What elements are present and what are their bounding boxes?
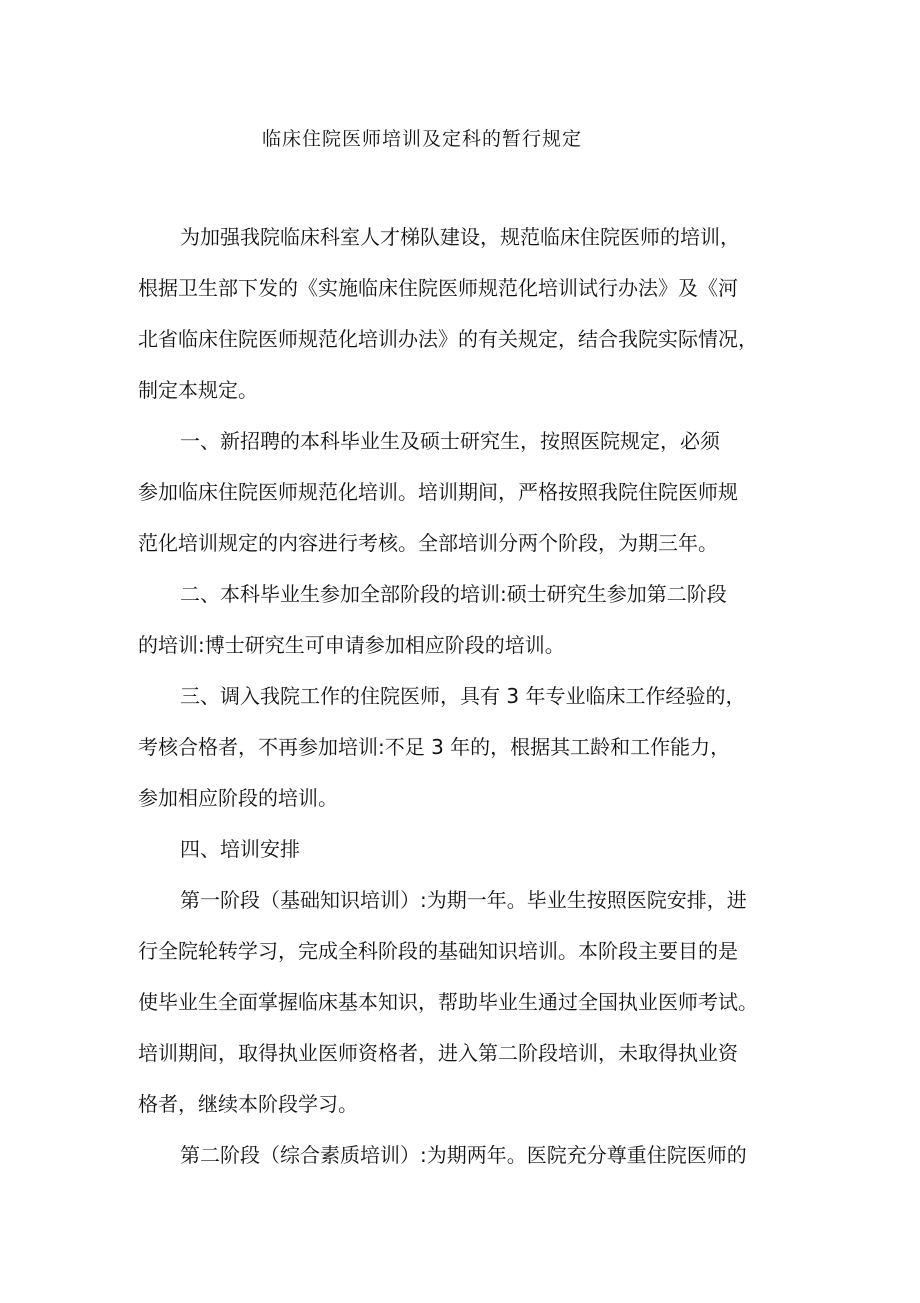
paragraph-line: 北省临床住院医师规范化培训办法》的有关规定，结合我院实际情况， [138, 327, 758, 351]
paragraph-line: 使毕业生全面掌握临床基本知识，帮助毕业生通过全国执业医师考试。 [138, 990, 758, 1014]
paragraph-line: 二、本科毕业生参加全部阶段的培训:硕士研究生参加第二阶段 [180, 582, 727, 606]
paragraph-line: 第二阶段（综合素质培训）:为期两年。医院充分尊重住院医师的 [180, 1143, 747, 1167]
document-title: 临床住院医师培训及定科的暂行规定 [262, 128, 583, 150]
paragraph-line: 制定本规定。 [138, 378, 258, 402]
paragraph-line: 培训期间，取得执业医师资格者，进入第二阶段培训，未取得执业资 [138, 1041, 738, 1065]
paragraph-line: 考核合格者，不再参加培训:不足 3 年的，根据其工龄和工作能力， [138, 735, 731, 759]
paragraph-line: 参加临床住院医师规范化培训。培训期间，严格按照我院住院医师规 [138, 480, 738, 504]
paragraph-line: 第一阶段（基础知识培训）:为期一年。毕业生按照医院安排，进 [180, 888, 747, 912]
section-heading: 四、培训安排 [180, 837, 300, 861]
paragraph-line: 根据卫生部下发的《实施临床住院医师规范化培训试行办法》及《河 [138, 276, 738, 300]
paragraph-line: 参加相应阶段的培训。 [138, 786, 338, 810]
paragraph-line: 三、调入我院工作的住院医师，具有 3 年专业临床工作经验的， [180, 684, 746, 708]
paragraph-line: 的培训:博士研究生可申请参加相应阶段的培训。 [138, 633, 565, 657]
paragraph-line: 一、新招聘的本科毕业生及硕士研究生，按照医院规定，必须 [180, 429, 720, 453]
paragraph-line: 行全院轮转学习，完成全科阶段的基础知识培训。本阶段主要目的是 [138, 939, 738, 963]
paragraph-line: 范化培训规定的内容进行考核。全部培训分两个阶段，为期三年。 [138, 531, 718, 555]
paragraph-line: 格者，继续本阶段学习。 [138, 1092, 358, 1116]
paragraph-line: 为加强我院临床科室人才梯队建设，规范临床住院医师的培训， [180, 225, 740, 249]
